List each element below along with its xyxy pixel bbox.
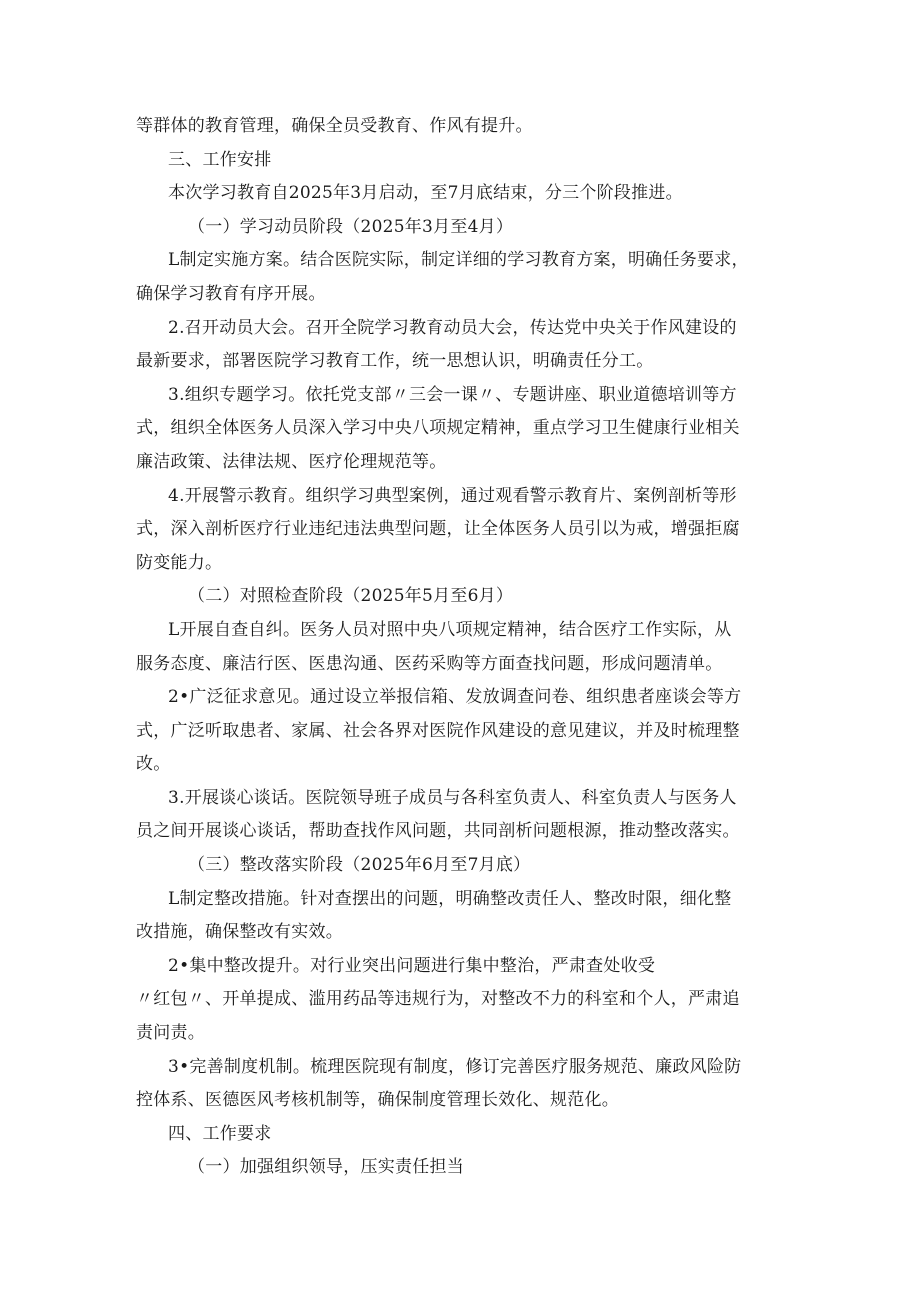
text-line: L开展自查自纠。医务人员对照中央八项规定精神，结合医疗工作实际，从 — [168, 619, 732, 640]
text-line: 2.召开动员大会。召开全院学习教育动员大会，传达党中央关于作风建设的 — [168, 317, 737, 338]
text-line: 员之间开展谈心谈话，帮助查找作风问题，共同剖析问题根源，推动整改落实。 — [136, 821, 740, 842]
section-heading: 四、工作要求 — [168, 1123, 272, 1144]
text-line: L制定实施方案。结合医院实际，制定详细的学习教育方案，明确任务要求， — [168, 250, 749, 271]
text-line: 2•集中整改提升。对行业突出问题进行集中整治，严肃查处收受 — [168, 955, 656, 976]
text-line: 最新要求，部署医院学习教育工作，统一思想认识，明确责任分工。 — [136, 351, 654, 372]
section-heading: 三、工作安排 — [168, 149, 272, 170]
subsection-heading: （一）加强组织领导，压实责任担当 — [188, 1157, 464, 1178]
text-line: 3.组织专题学习。依托党支部〃三会一课〃、专题讲座、职业道德培训等方 — [168, 384, 737, 405]
subsection-heading: （二）对照检查阶段（2025年5月至6月） — [188, 586, 514, 607]
document-body — [136, 110, 796, 1185]
text-line: 式，组织全体医务人员深入学习中央八项规定精神，重点学习卫生健康行业相关 — [136, 418, 740, 439]
subsection-heading: （一）学习动员阶段（2025年3月至4月） — [188, 216, 514, 237]
text-line: 式，广泛听取患者、家属、社会各界对医院作风建设的意见建议，并及时梳理整 — [136, 720, 740, 741]
text-line: 〃红包〃、开单提成、滥用药品等违规行为，对整改不力的科室和个人，严肃追 — [136, 989, 740, 1010]
text-line: 确保学习教育有序开展。 — [136, 283, 326, 304]
text-line: 2•广泛征求意见。通过设立举报信箱、发放调查问卷、组织患者座谈会等方 — [168, 687, 742, 708]
text-line: 改措施，确保整改有实效。 — [136, 922, 343, 943]
text-line: 式，深入剖析医疗行业违纪违法典型问题，让全体医务人员引以为戒，增强拒腐 — [136, 519, 740, 540]
subsection-heading: （三）整改落实阶段（2025年6月至7月底） — [188, 855, 531, 876]
text-line: 防变能力。 — [136, 552, 223, 573]
text-line: L制定整改措施。针对查摆出的问题，明确整改责任人、整改时限，细化整 — [168, 888, 732, 909]
text-line: 廉洁政策、法律法规、医疗伦理规范等。 — [136, 451, 447, 472]
text-line: 4.开展警示教育。组织学习典型案例，通过观看警示教育片、案例剖析等形 — [168, 485, 737, 506]
text-line: 控体系、医德医风考核机制等，确保制度管理长效化、规范化。 — [136, 1090, 619, 1111]
text-line: 本次学习教育自2025年3月启动，至7月底结束，分三个阶段推进。 — [168, 183, 683, 204]
text-line: 等群体的教育管理，确保全员受教育、作风有提升。 — [136, 116, 533, 136]
text-line: 服务态度、廉洁行医、医患沟通、医药采购等方面查找问题，形成问题清单。 — [136, 653, 723, 674]
text-line: 3•完善制度机制。梳理医院现有制度，修订完善医疗服务规范、廉政风险防 — [168, 1056, 742, 1077]
text-line: 责问责。 — [136, 1023, 205, 1044]
text-line: 改。 — [136, 754, 171, 775]
text-line: 3.开展谈心谈话。医院领导班子成员与各科室负责人、科室负责人与医务人 — [168, 787, 737, 808]
